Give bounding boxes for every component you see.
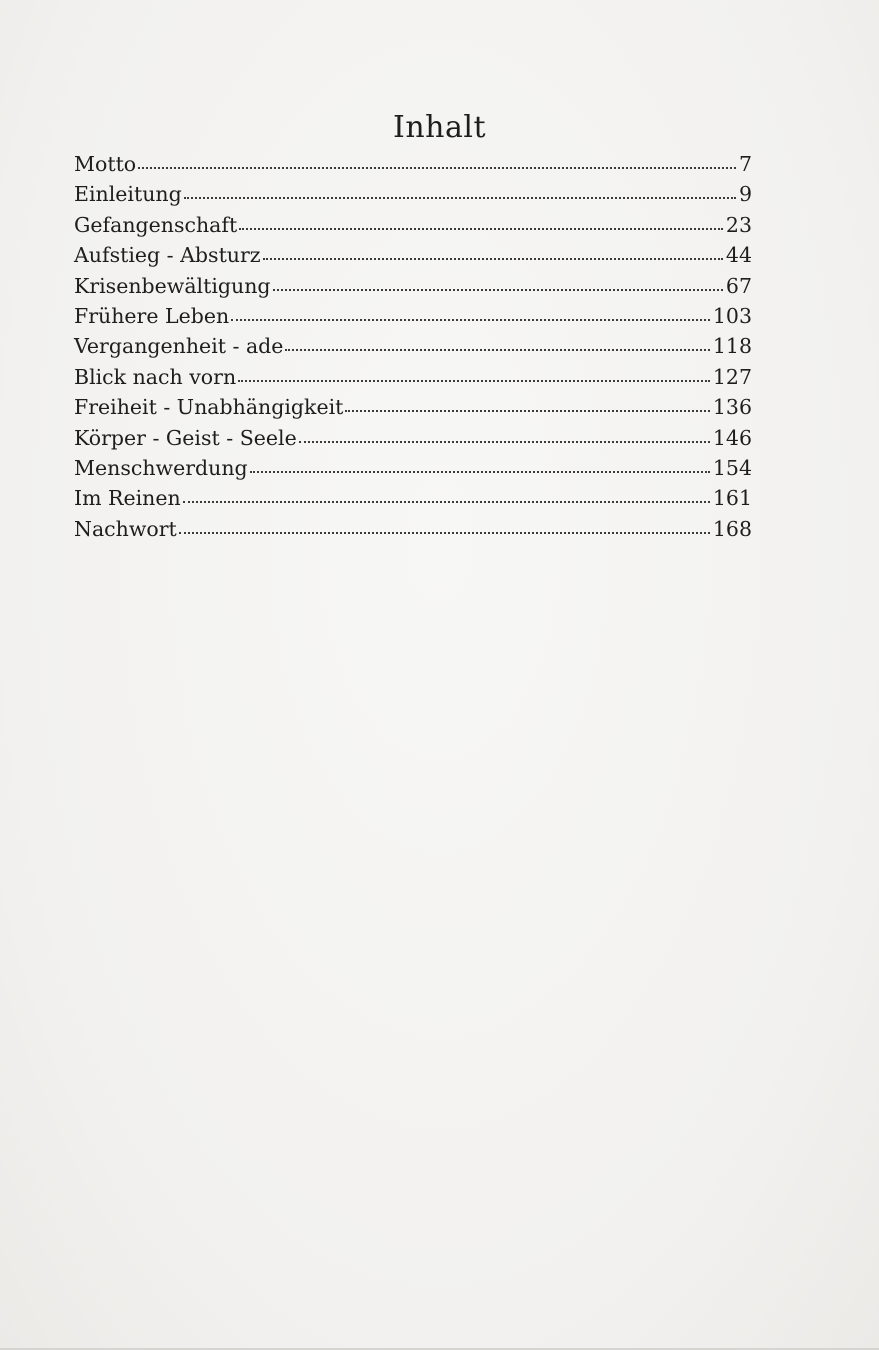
toc-entry-page: 161 [712,486,752,511]
toc-entry-vergangenheit-ade [74,334,752,364]
toc-entry-label: Gefangenschaft [74,212,238,237]
toc-entry-gefangenschaft [74,213,752,243]
dot-leader [273,289,723,291]
toc-entry-label: Aufstieg - Absturz [74,243,261,268]
toc-entry-einleitung [74,182,752,212]
dot-leader [285,349,709,351]
table-of-contents [74,152,752,547]
toc-entry-fruehere-leben [74,304,752,334]
toc-entry-label: Menschwerdung [74,455,248,480]
dot-leader [179,532,710,534]
toc-entry-blick-nach-vorn [74,365,752,395]
toc-entry-page: 136 [712,395,752,420]
dot-leader [239,228,723,230]
dot-leader [299,441,710,443]
toc-entry-label: Blick nach vorn [74,364,237,389]
toc-entry-page: 23 [725,212,752,237]
toc-entry-label: Nachwort [74,516,177,541]
toc-entry-page: 103 [712,303,752,328]
toc-entry-page: 9 [738,182,752,207]
page-title: Inhalt [392,110,487,145]
dot-leader [183,501,710,503]
dot-leader [250,471,710,473]
toc-entry-label: Motto [74,152,137,176]
toc-entry-im-reinen [74,486,752,516]
toc-entry-page: 44 [725,243,752,268]
toc-entry-nachwort [74,517,752,547]
dot-leader [345,410,709,412]
toc-entry-label: Frühere Leben [74,303,230,328]
dot-leader [184,197,736,199]
toc-entry-koerper-geist-seele [74,426,752,456]
toc-entry-freiheit-unabhaengigkeit [74,395,752,425]
toc-entry-page: 118 [712,334,752,359]
toc-entry-label: Im Reinen [74,486,181,511]
toc-entry-label: Vergangenheit - ade [74,334,284,359]
dot-leader [231,319,710,321]
toc-entry-motto [74,152,752,182]
toc-entry-page: 67 [725,273,752,298]
toc-entry-page: 127 [712,364,752,389]
toc-entry-label: Freiheit - Unabhängigkeit [74,395,344,420]
dot-leader [138,167,736,169]
toc-entry-page: 7 [738,152,752,176]
toc-entry-krisenbewaeltigung [74,274,752,304]
dot-leader [263,258,723,260]
toc-entry-menschwerdung [74,456,752,486]
toc-entry-page: 154 [712,455,752,480]
toc-entry-page: 146 [712,425,752,450]
toc-entry-label: Einleitung [74,182,182,207]
toc-entry-label: Krisenbewältigung [74,273,271,298]
toc-entry-page: 168 [712,516,752,541]
toc-entry-aufstieg-absturz [74,243,752,273]
dot-leader [238,380,710,382]
toc-entry-label: Körper - Geist - Seele [74,425,297,450]
